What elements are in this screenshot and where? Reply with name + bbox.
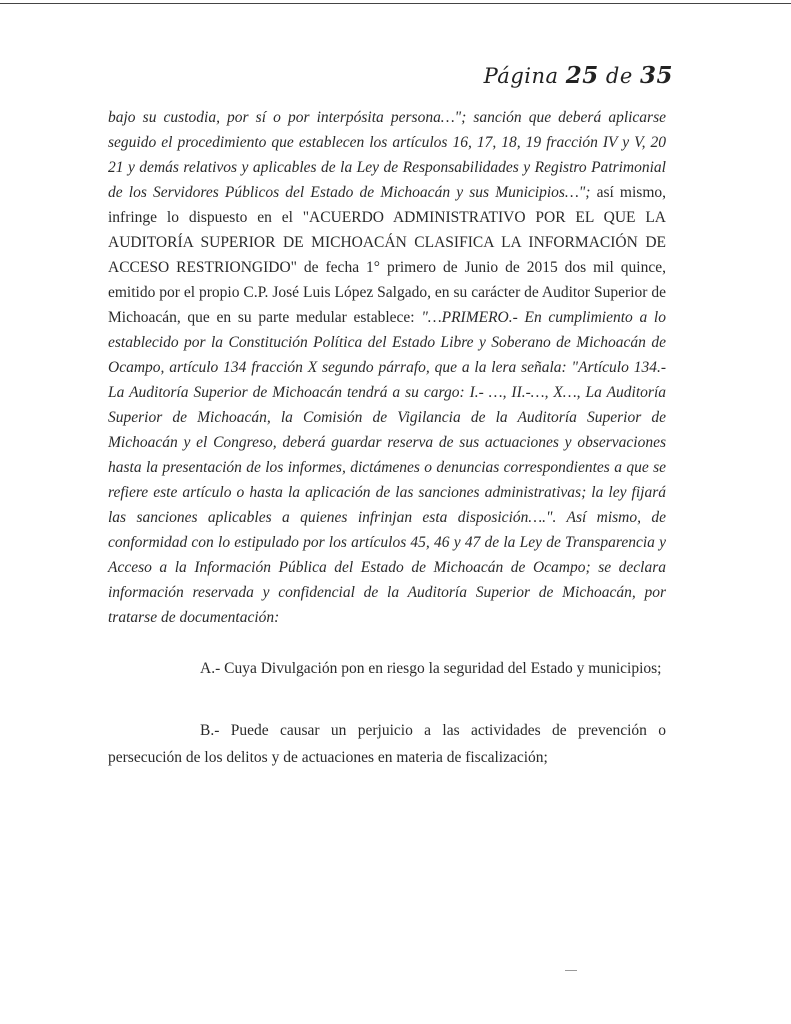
top-rule: [0, 3, 791, 4]
page-number: [484, 62, 673, 89]
page-current: 25: [565, 62, 599, 89]
page-total: 35: [639, 62, 673, 89]
paragraph-segment-2: así mismo, infringe lo dispuesto en el "ACUERDO ADMINISTRATIVO POR EL QUE LA AUDITORÍA SUPERIOR DE MICHOACÁN CLASIFICA LA INFORMACIÓN DE ACCESO RESTRIONGIDO" de fecha 1° primero de Junio de 2015 dos mil quince, emitido por el propio C.P. José Luis López Salgado, en su carácter de Auditor Superior de Michoacán, que en su parte medular establece:: [108, 184, 667, 326]
page-word: Página: [483, 64, 559, 88]
scan-mark: [565, 970, 577, 971]
paragraph-segment-3: "…PRIMERO.- En cumplimiento a lo establecido por la Constitución Política del Estado Libre y Soberano de Michoacán de Ocampo, artículo 134 fracción X segundo párrafo, que a la lera señala: "Artículo 134.- La Auditoría Superior de Michoacán tendrá a su cargo: I.- …, II.-…, X…, La Auditoría Superior de Michoacán, la Comisión de Vigilancia de la Auditoría Superior de Michoacán y el Congreso, deberá guardar reserva de sus actuaciones y observaciones hasta la presentación de los informes, dictámenes o denuncias correspondientes a que se refiere este artículo o hasta la aplicación de las sanciones administrativas; la ley fijará las sanciones aplicables a quienes infrinjan esta disposición….". Así mismo, de conformidad con lo estipulado por los artículos 45, 46 y 47 de la Ley de Transparencia y Acceso a la Información Pública del Estado de Michoacán de Ocampo; se declara información reservada y confidencial de la Auditoría Superior de Michoacán, por tratarse de documentación:: [108, 309, 666, 626]
paragraph-segment-1: bajo su custodia, por sí o por interpósita persona…"; sanción que deberá aplicarse seguido el procedimiento que establecen los artículos 16, 17, 18, 19 fracción IV y V, 20 21 y demás relativos y aplicables de la Ley de Responsabilidades y Registro Patrimonial de los Servidores Públicos del Estado de Michoacán y sus Municipios…";: [108, 109, 666, 201]
document-body: [108, 105, 666, 771]
list-item-b: B.- Puede causar un perjuicio a las actividades de prevención o persecución de los delitos y de actuaciones en materia de fiscalización;: [108, 722, 666, 766]
main-paragraph: [108, 105, 666, 630]
list-item-a: A.- Cuya Divulgación pon en riesgo la seguridad del Estado y municipios;: [200, 660, 662, 677]
page-of: de: [605, 64, 633, 88]
